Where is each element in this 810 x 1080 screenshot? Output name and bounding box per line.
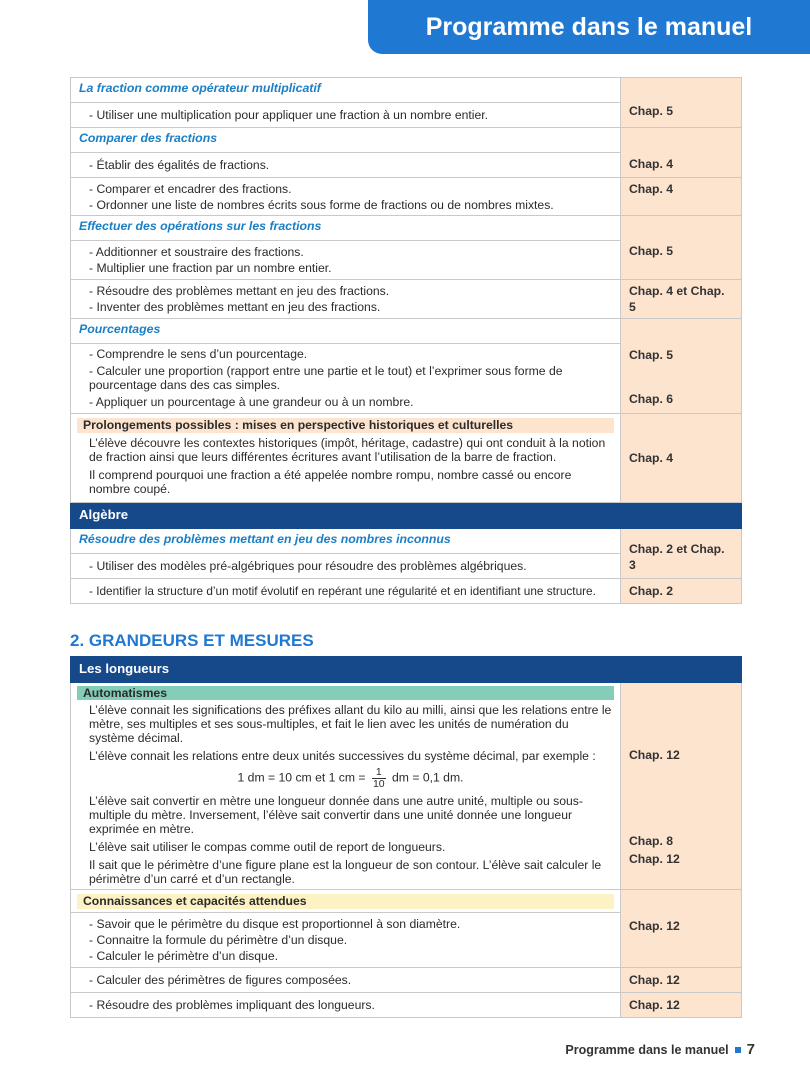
section-heading-operations: Effectuer des opérations sur les fractions (71, 216, 621, 241)
chapter-ref: Chap. 4 et Chap. 5 (629, 284, 725, 314)
table-row (71, 280, 620, 318)
chapter-ref: Chap. 12 (629, 998, 680, 1012)
table-row (71, 103, 620, 127)
paragraph: L’élève sait convertir en mètre une longueur donnée dans une autre unité, multiple ou sous-multiple du mètre. Inversement, l’élève sait convertir dans une unité donnée une longueur exprimée en mètre. (89, 794, 583, 836)
paragraph: L’élève connait les significations des préfixes allant du kilo au milli, ainsi que les relations entre le mètre, ses multiples et ses sous-multiples, et fait le lien avec les unités de numération du système décimal. (89, 703, 612, 745)
table-row (71, 968, 620, 992)
section-heading-longueurs: Les longueurs (71, 657, 742, 683)
section-heading-pourcentages: Pourcentages (71, 319, 621, 344)
automatismes-heading: Automatismes (77, 686, 614, 700)
page-footer (565, 1041, 755, 1058)
list-item: - Calculer le périmètre d’un disque. (89, 949, 278, 963)
fraction: $\frac{1}{10}$ (372, 766, 385, 790)
section-title-grandeurs: 2. GRANDEURS ET MESURES (70, 631, 314, 650)
list-item: - Comprendre le sens d’un pourcentage. (89, 347, 308, 361)
paragraph: L’élève découvre les contextes historiques (impôt, héritage, cadastre) qui ont conduit à la notion de fraction ainsi que leurs différentes écritures avant l’utilisation de la barre de fraction. (89, 436, 606, 464)
table-row (71, 344, 620, 413)
chapter-ref: Chap. 4 (629, 157, 674, 171)
program-table-grandeurs (70, 656, 742, 1018)
list-item: - Établir des égalités de fractions. (89, 158, 270, 172)
chapter-ref: Chap. 5 (629, 103, 674, 118)
chapter-ref: Chap. 12 (629, 748, 680, 762)
list-item: - Ordonner une liste de nombres écrits sous forme de fractions ou de nombres mixtes. (89, 198, 554, 212)
section-heading-fraction-operateur: La fraction comme opérateur multiplicatif (71, 78, 621, 103)
list-item: - Savoir que le périmètre du disque est proportionnel à son diamètre. (89, 917, 461, 931)
table-row (71, 579, 620, 603)
list-item: - Résoudre des problèmes mettant en jeu des fractions. (89, 284, 390, 298)
table-row (71, 153, 620, 177)
list-item: - Identifier la structure d’un motif évolutif en repérant une régularité et en identifiant une structure. (89, 584, 596, 598)
page-number: 7 (746, 1041, 755, 1058)
prolongements-heading: Prolongements possibles : mises en perspective historiques et culturelles (77, 418, 614, 433)
chapter-ref: Chap. 4 (629, 451, 674, 465)
list-item: - Calculer des périmètres de figures composées. (89, 973, 352, 987)
subsection-heading-algebre: Résoudre des problèmes mettant en jeu des nombres inconnus (71, 529, 621, 554)
chapter-ref: Chap. 5 (629, 348, 674, 362)
connaissances-heading: Connaissances et capacités attendues (77, 894, 614, 909)
list-item: - Résoudre des problèmes impliquant des longueurs. (89, 998, 375, 1012)
chapter-ref: Chap. 4 (629, 182, 674, 196)
paragraph: Il comprend pourquoi une fraction a été appelée nombre rompu, nombre cassé ou encore nombre coupé. (89, 468, 572, 496)
chapter-ref: Chap. 5 (629, 244, 674, 258)
table-row (71, 993, 620, 1017)
chapter-ref: Chap. 2 (629, 584, 674, 598)
chapter-ref: Chap. 6 (629, 392, 674, 406)
square-bullet-icon (735, 1047, 741, 1053)
list-item: - Appliquer un pourcentage à une grandeur ou à un nombre. (89, 395, 414, 409)
program-table-nombres (70, 77, 742, 604)
section-heading-comparer: Comparer des fractions (71, 128, 621, 153)
chapter-ref: Chap. 8 (629, 834, 674, 848)
list-item: - Comparer et encadrer des fractions. (89, 182, 292, 196)
list-item: - Multiplier une fraction par un nombre entier. (89, 261, 332, 275)
section-heading-algebre: Algèbre (71, 503, 742, 529)
header-title: Programme dans le manuel (425, 12, 753, 41)
list-item: - Utiliser une multiplication pour appliquer une fraction à un nombre entier. (89, 108, 489, 122)
paragraph: Il sait que le périmètre d’une figure plane est la longueur de son contour. L’élève sait calculer le périmètre d’un carré et d’un rectangle. (89, 858, 602, 886)
list-item: - Calculer une proportion (rapport entre une partie et le tout) et l’exprimer sous forme de pourcentage dans des cas simples. (89, 364, 563, 392)
list-item: - Connaitre la formule du périmètre d’un disque. (89, 933, 348, 947)
list-item: - Inventer des problèmes mettant en jeu des fractions. (89, 300, 381, 314)
table-row (71, 554, 620, 578)
list-item: - Utiliser des modèles pré-algébriques pour résoudre des problèmes algébriques. (89, 559, 527, 573)
table-row (71, 241, 620, 279)
chapter-ref: Chap. 12 (629, 973, 680, 987)
footer-label: Programme dans le manuel (565, 1042, 729, 1057)
table-row (71, 913, 620, 967)
chapter-ref: Chap. 12 (629, 919, 680, 933)
list-item: - Additionner et soustraire des fractions. (89, 245, 304, 259)
formula: 1 dm = 10 cm et 1 cm = $\frac{1}{10}$ dm = 0,1 dm. (237, 766, 464, 790)
chapter-ref: Chap. 2 et Chap. 3 (629, 542, 725, 572)
paragraph: L’élève sait utiliser le compas comme outil de report de longueurs. (89, 840, 446, 854)
paragraph: L’élève connait les relations entre deux unités successives du système décimal, par exemple : (89, 749, 596, 763)
table-row (71, 178, 620, 215)
header-banner (368, 0, 810, 54)
chapter-ref: Chap. 12 (629, 852, 680, 866)
